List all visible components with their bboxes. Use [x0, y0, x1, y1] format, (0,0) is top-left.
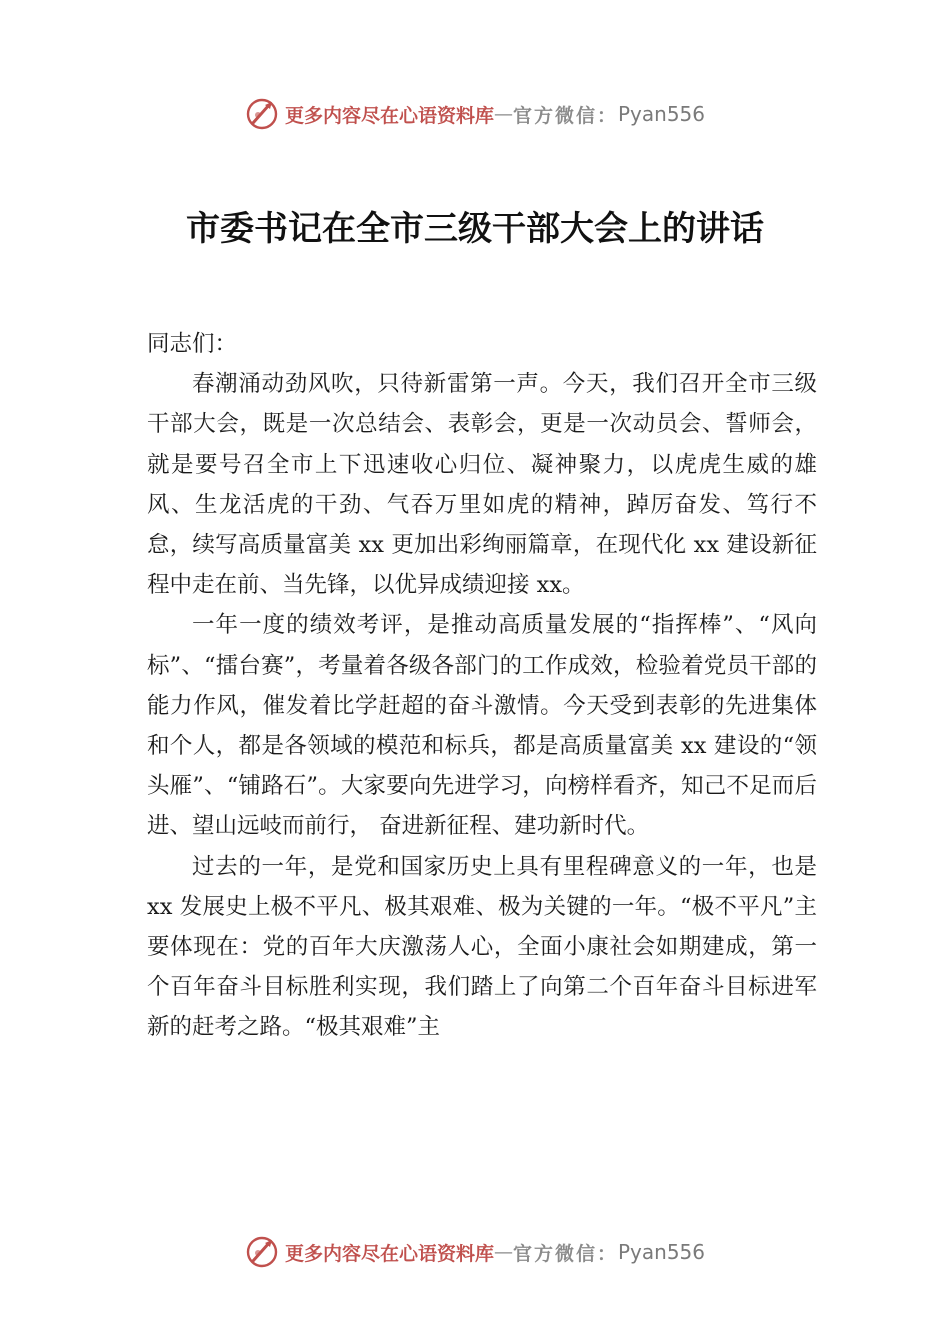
document-body	[147, 324, 817, 1048]
brand-logo-icon	[245, 97, 279, 131]
footer-wechat-id: Pyan556	[618, 1240, 706, 1264]
header-wechat-label: 官方微信：	[512, 104, 618, 127]
header-wechat-id: Pyan556	[618, 102, 706, 126]
footer-brand-text: 更多内容尽在心语资料库	[284, 1242, 494, 1265]
footer-watermark	[0, 1232, 950, 1272]
body-paragraph: 一年一度的绩效考评，是推动高质量发展的“指挥棒”、“风向标”、“擂台赛”，考量着各级各部门的工作成效，检验着党员干部的能力作风，催发着比学赶超的奋斗激情。今天受到表彰的先进集体和个人，都是各领域的模范和标兵，都是高质量富美 xx 建设的“领头雁”、“铺路石”。大家要向先进学习，向榜样看齐，知己不足而后进、望山远岐而前行， 奋进新征程、建功新时代。	[147, 612, 817, 840]
body-paragraph: 春潮涌动劲风吹，只待新雷第一声。今天，我们召开全市三级干部大会，既是一次总结会、表彰会，更是一次动员会、誓师会，就是要号召全市上下迅速收心归位、凝神聚力，以虎虎生威的雄风、生龙活虎的干劲、气吞万里如虎的精神，踔厉奋发、笃行不怠，续写高质量富美 xx 更加出彩绚丽篇章，在现代化 xx 建设新征程中走在前、当先锋，以优异成绩迎接 xx。	[147, 371, 817, 599]
header-watermark	[0, 94, 950, 134]
brand-logo-icon	[245, 1235, 279, 1269]
body-paragraph: 过去的一年，是党和国家历史上具有里程碑意义的一年，也是 xx 发展史上极不平凡、极其艰难、极为关键的一年。“极不平凡”主要体现在：党的百年大庆激荡人心，全面小康社会如期建成，第一个百年奋斗目标胜利实现，我们踏上了向第二个百年奋斗目标进军新的赶考之路。“极其艰难”主	[147, 853, 817, 1041]
document-title: 市委书记在全市三级干部大会上的讲话	[186, 209, 764, 249]
footer-dash: —	[493, 1241, 513, 1263]
header-brand-text: 更多内容尽在心语资料库	[284, 104, 494, 127]
header-dash: —	[493, 103, 513, 125]
footer-wechat-label: 官方微信：	[512, 1242, 618, 1265]
salutation: 同志们：	[147, 331, 238, 357]
